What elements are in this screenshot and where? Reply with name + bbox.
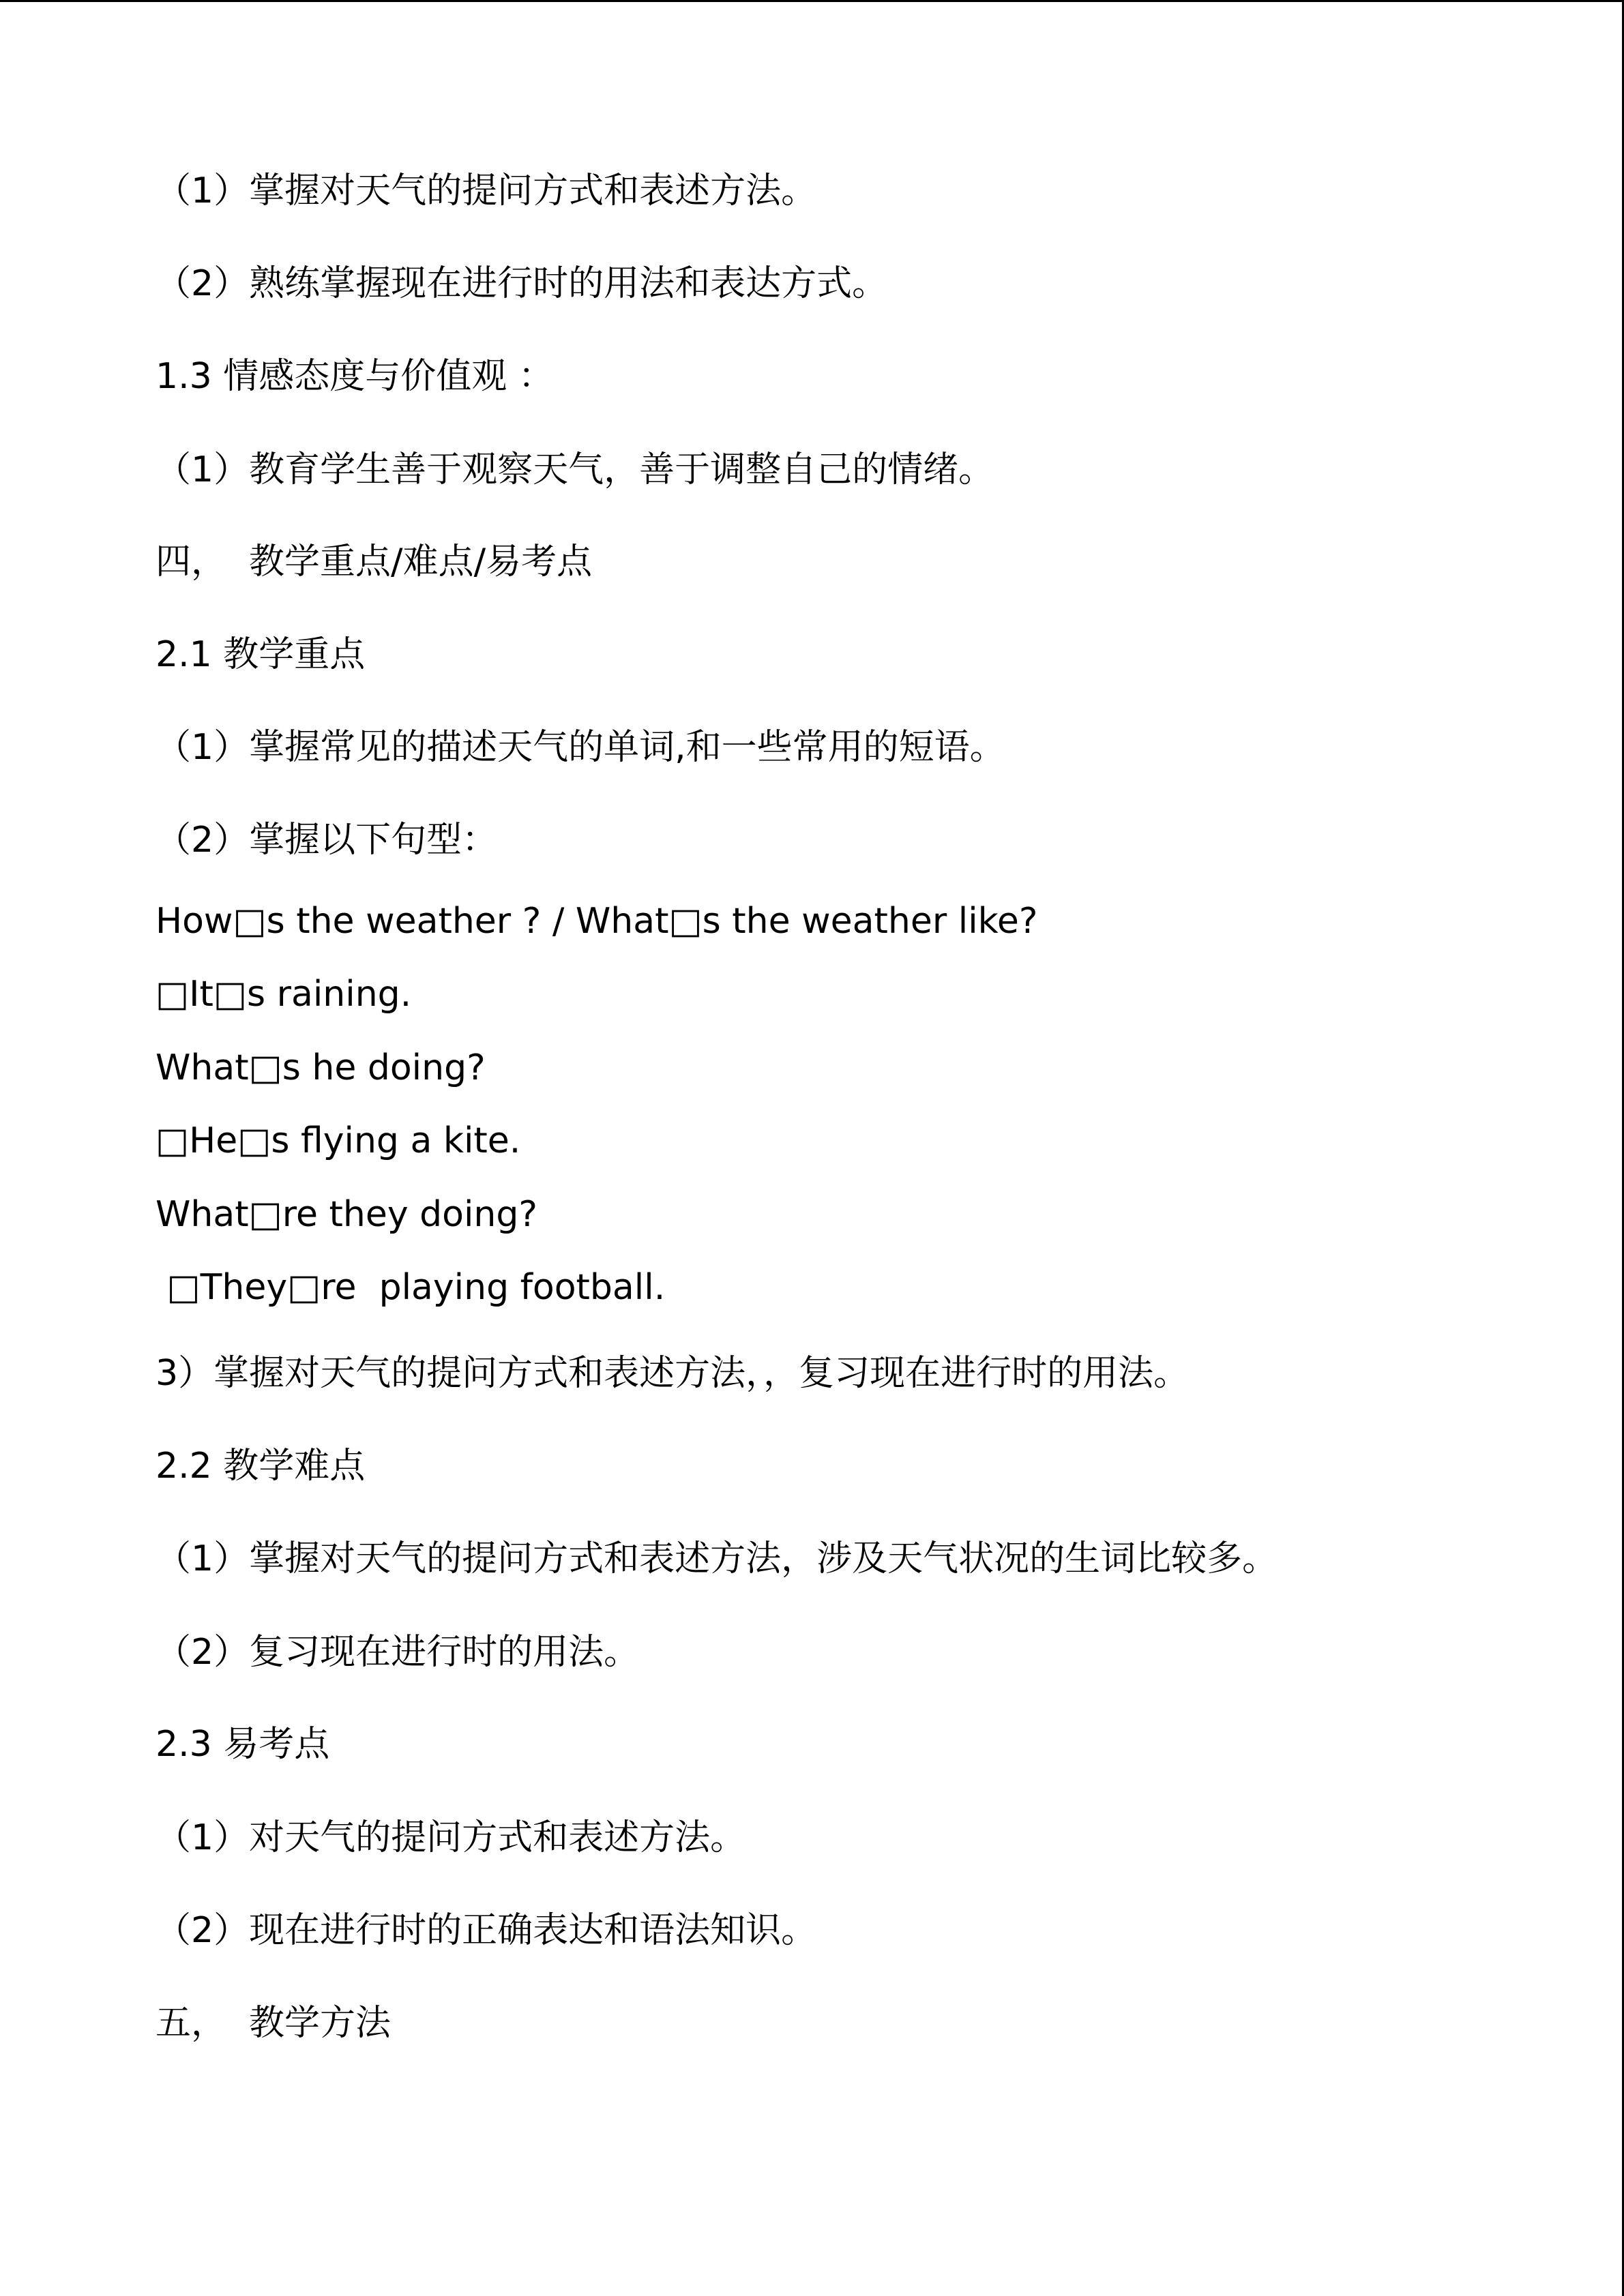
exam-point-line-1: （1）对天气的提问方式和表述方法。	[156, 1817, 746, 1858]
key-point-line-3: 3）掌握对天气的提问方式和表述方法，，复习现在进行时的用法。	[156, 1353, 1190, 1394]
section-heading-2-2: 2.2 教学难点	[156, 1446, 366, 1487]
sentence-pattern-4: □He□s flying a kite.	[156, 1120, 521, 1161]
sentence-pattern-6: □They□re playing football.	[156, 1267, 666, 1308]
document-page	[156, 0, 1520, 2296]
objective-line-2: （2）熟练掌握现在进行时的用法和表达方式。	[156, 263, 888, 304]
section-heading-2-1: 2.1 教学重点	[156, 634, 366, 675]
key-point-line-2: （2）掌握以下句型：	[156, 820, 498, 861]
exam-point-line-2: （2）现在进行时的正确表达和语法知识。	[156, 1910, 817, 1951]
attitude-line-1: （1）教育学生善于观察天气，善于调整自己的情绪。	[156, 449, 994, 490]
section-heading-1-3: 1.3 情感态度与价值观 ：	[156, 356, 554, 397]
objective-line-1: （1）掌握对天气的提问方式和表述方法。	[156, 170, 817, 211]
section-heading-2-3: 2.3 易考点	[156, 1724, 330, 1765]
chapter-heading-4: 四， 教学重点/难点/易考点	[156, 541, 593, 582]
difficulty-line-1: （1）掌握对天气的提问方式和表述方法，涉及天气状况的生词比较多。	[156, 1538, 1278, 1579]
sentence-pattern-5: What□re they doing?	[156, 1194, 537, 1235]
sentence-pattern-1: How□s the weather ? / What□s the weather like?	[156, 901, 1038, 942]
chapter-heading-5: 五， 教学方法	[156, 2003, 392, 2044]
key-point-line-1: （1）掌握常见的描述天气的单词,和一些常用的短语。	[156, 727, 1005, 768]
sentence-pattern-2: □It□s raining.	[156, 974, 412, 1015]
sentence-pattern-3: What□s he doing?	[156, 1047, 486, 1088]
difficulty-line-2: （2）复习现在进行时的用法。	[156, 1632, 640, 1673]
